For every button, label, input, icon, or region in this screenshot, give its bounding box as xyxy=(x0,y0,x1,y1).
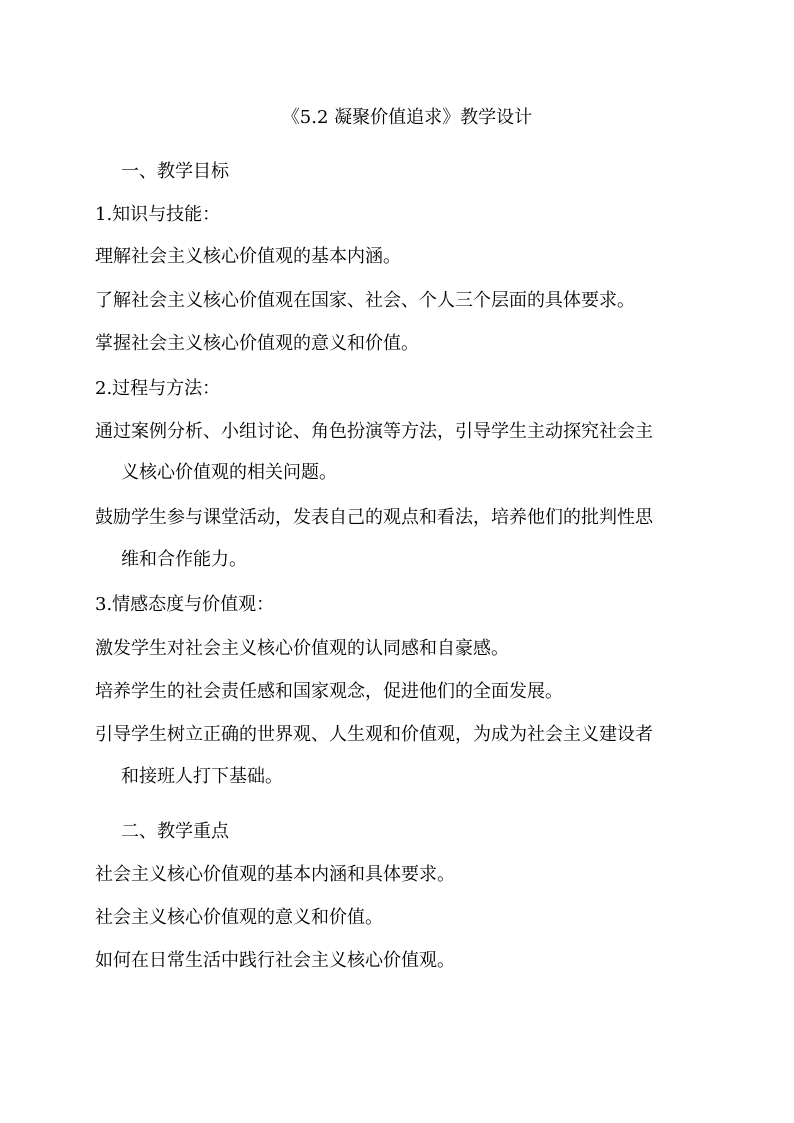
paragraph: 通过案例分析、小组讨论、角色扮演等方法，引导学生主动探究社会主 xyxy=(95,421,653,442)
paragraph: 鼓励学生参与课堂活动，发表自己的观点和看法，培养他们的批判性思 xyxy=(95,507,653,528)
paragraph: 掌握社会主义核心价值观的意义和价值。 xyxy=(95,333,419,354)
paragraph: 社会主义核心价值观的意义和价值。 xyxy=(95,907,383,928)
paragraph: 理解社会主义核心价值观的基本内涵。 xyxy=(95,246,401,267)
paragraph: 培养学生的社会责任感和国家观念，促进他们的全面发展。 xyxy=(95,681,563,702)
section-heading-teaching-goals: 一、教学目标 xyxy=(121,161,229,182)
paragraph: 了解社会主义核心价值观在国家、社会、个人三个层面的具体要求。 xyxy=(95,290,635,311)
document-title: 《5.2 凝聚价值追求》教学设计 xyxy=(281,107,533,128)
subsection-label-emotion-values: 3.情感态度与价值观： xyxy=(95,594,275,615)
subsection-label-knowledge-skills: 1.知识与技能： xyxy=(95,204,221,225)
paragraph: 激发学生对社会主义核心价值观的认同感和自豪感。 xyxy=(95,638,509,659)
paragraph: 社会主义核心价值观的基本内涵和具体要求。 xyxy=(95,864,455,885)
paragraph-continuation: 义核心价值观的相关问题。 xyxy=(121,462,337,483)
paragraph-continuation: 和接班人打下基础。 xyxy=(121,766,283,787)
paragraph: 引导学生树立正确的世界观、人生观和价值观，为成为社会主义建设者 xyxy=(95,724,653,745)
section-heading-teaching-focus: 二、教学重点 xyxy=(121,821,229,842)
paragraph: 如何在日常生活中践行社会主义核心价值观。 xyxy=(95,950,455,971)
paragraph-continuation: 维和合作能力。 xyxy=(121,549,247,570)
subsection-label-process-methods: 2.过程与方法： xyxy=(95,378,221,399)
